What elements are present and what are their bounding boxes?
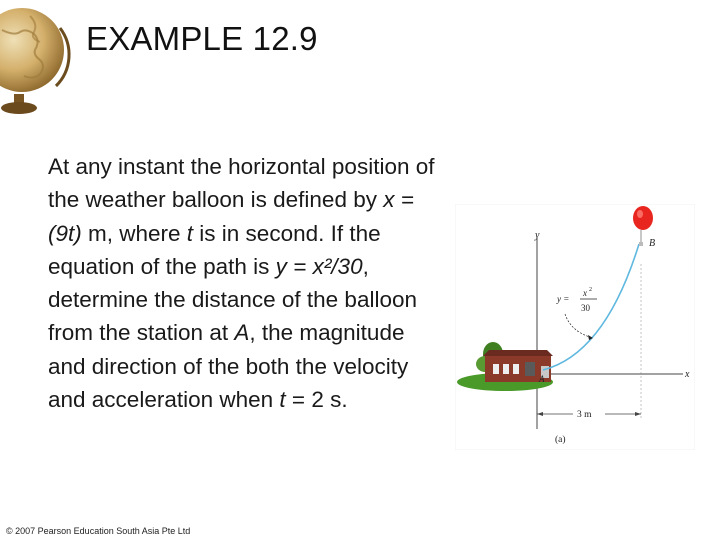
problem-statement: At any instant the horizontal position of the weather balloon is defined by x = (9t) m, where t is in second. If the equation of the path is y = x²/30, determine the distance of the balloon from the station at A, the magnitude and direction of the both the velocity and acceleration when t = 2 s. [48,154,435,413]
x-axis-label: x [685,369,690,380]
dimension-label: 3 m [577,410,592,420]
equation-exponent: 2 [589,287,592,293]
figure-caption: (a) [555,435,566,445]
globe-icon [0,0,72,118]
copyright-footer: © 2007 Pearson Education South Asia Pte Ltd [6,526,191,536]
y-axis-label: y [535,230,540,241]
y-equation: y = x²/30 [275,253,363,279]
x-equation: x = (9t) [48,187,414,246]
equation-lhs: y = [557,294,570,304]
equation-numerator: x [583,288,587,298]
slide-title: EXAMPLE 12.9 [86,20,318,57]
equation-denominator: 30 [581,303,590,313]
point-b-label: B [649,238,656,249]
balloon-icon [633,206,653,230]
point-a-label: A [539,374,545,384]
a-variable: A [234,320,250,346]
balloon-diagram [455,204,695,450]
t-equation: t [279,387,286,413]
t-variable: t [186,220,194,246]
